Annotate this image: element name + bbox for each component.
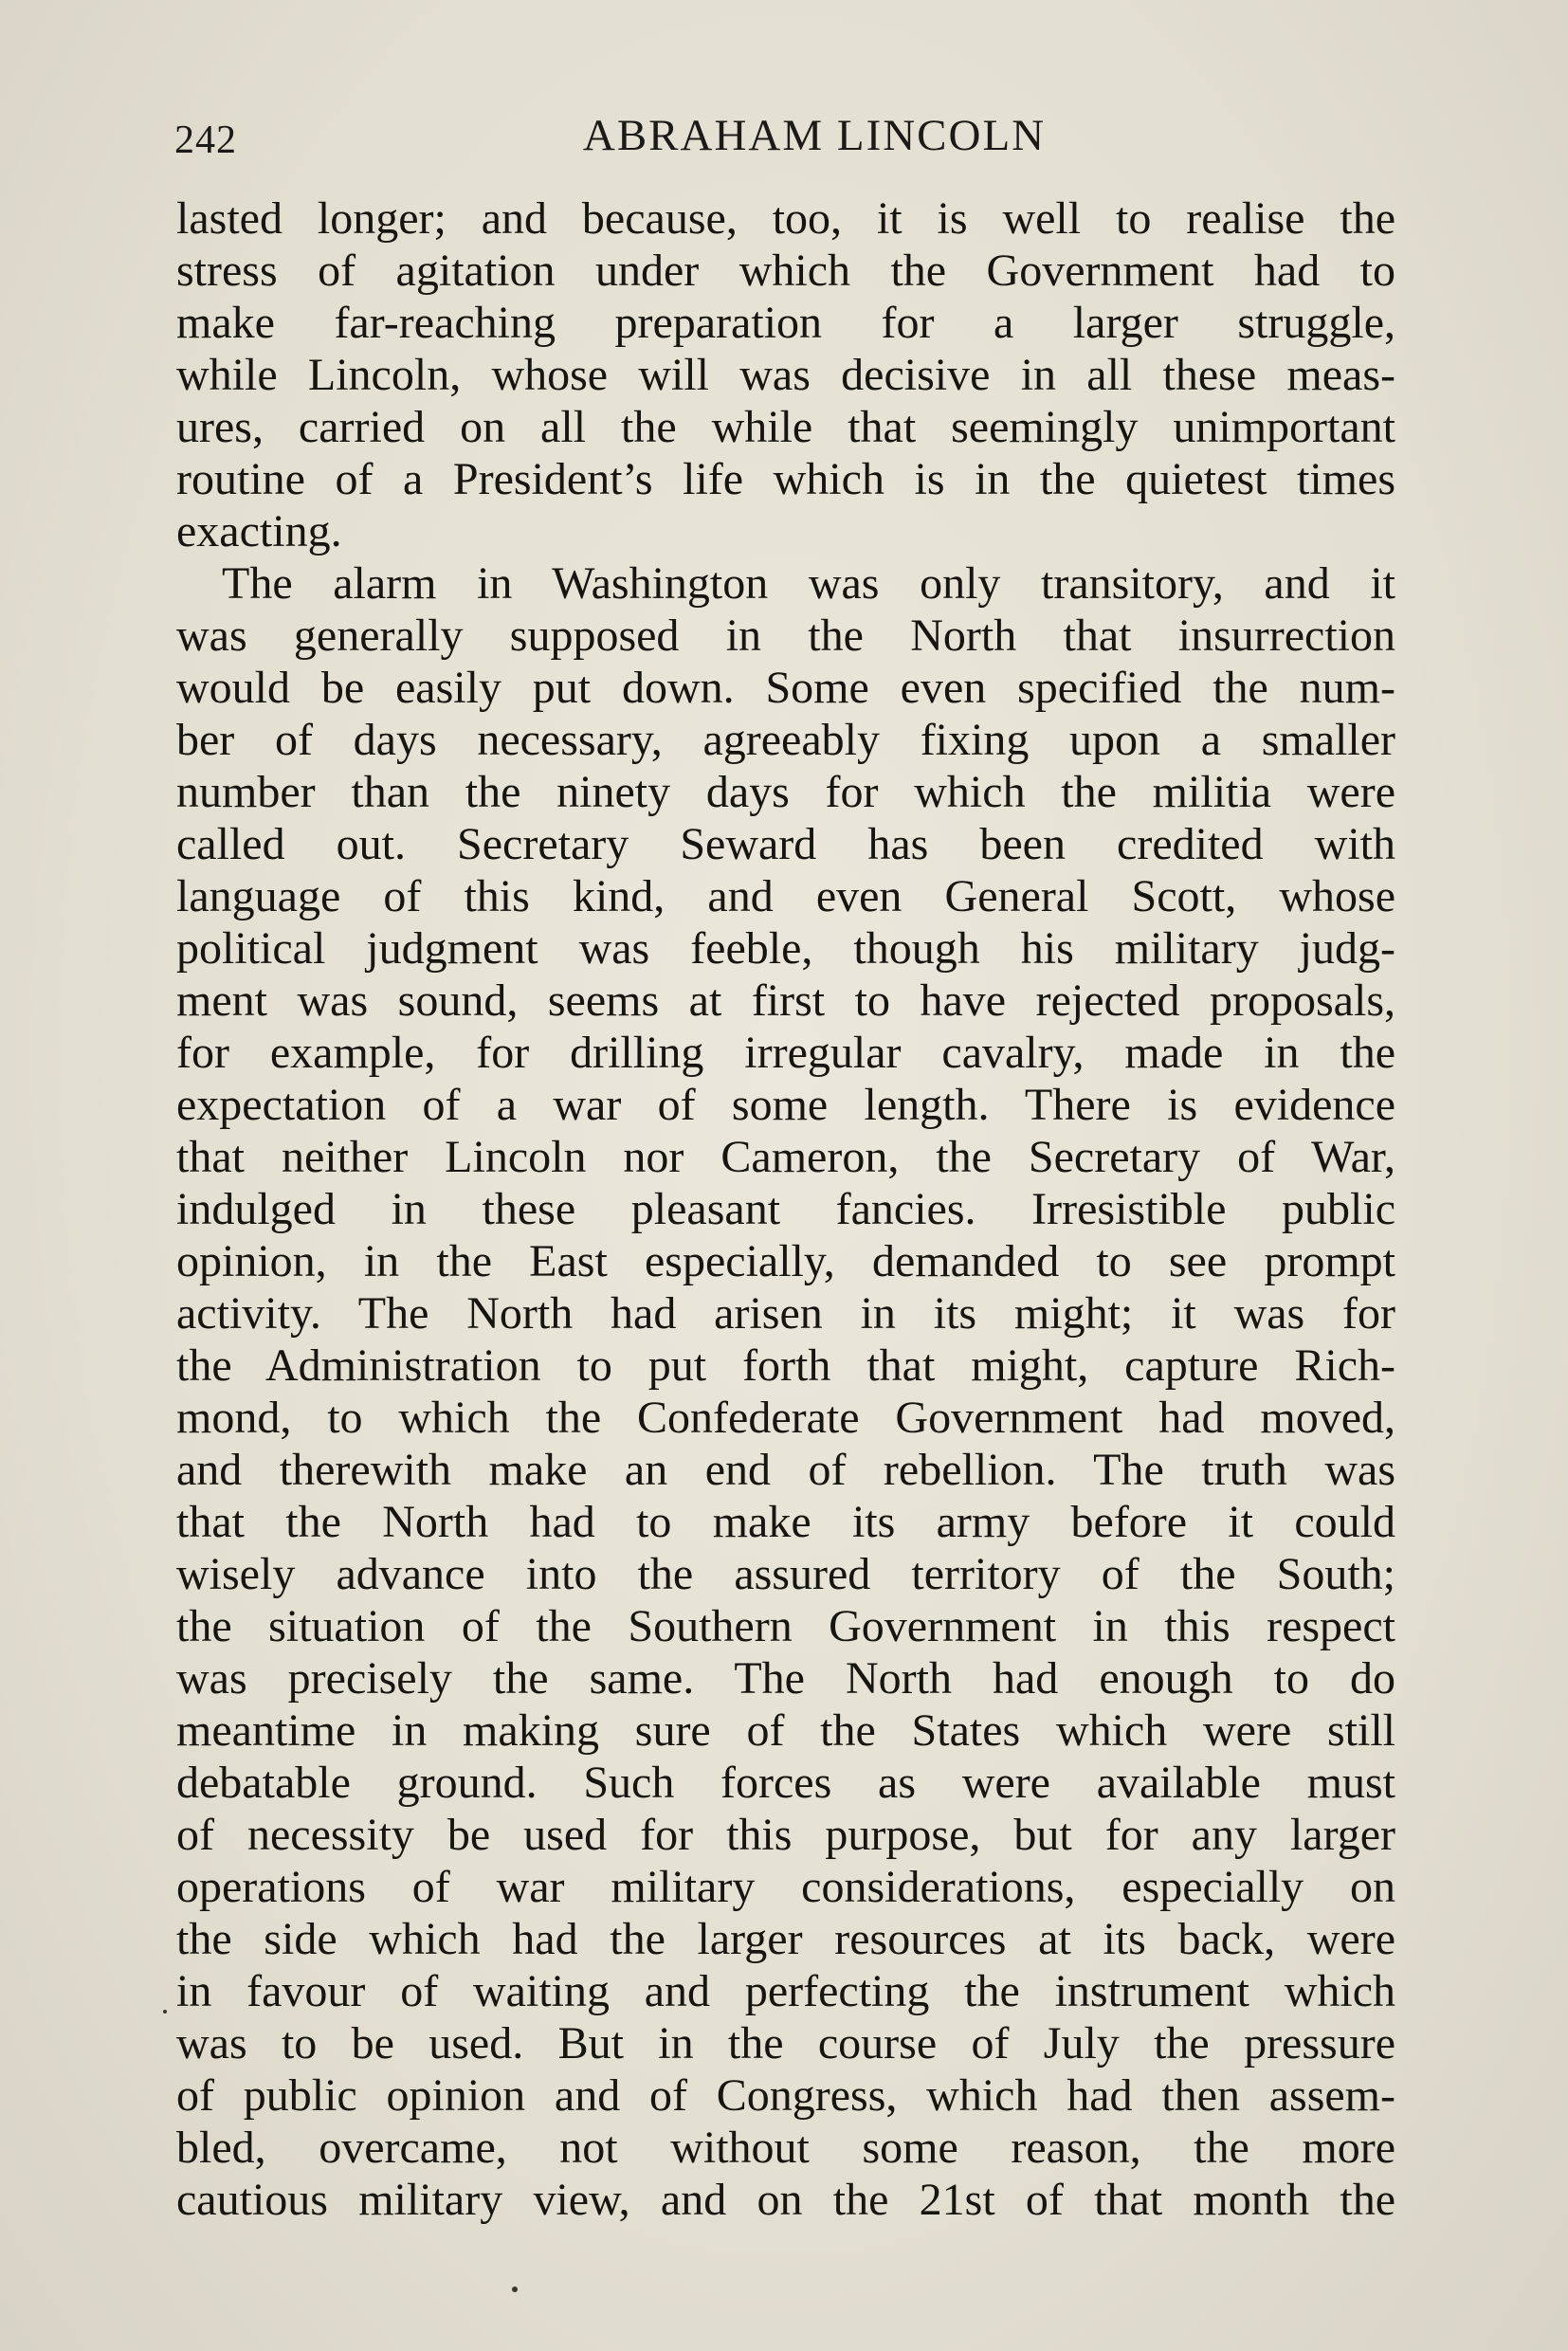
- paper-speck: [163, 2010, 167, 2014]
- text-line: that the North had to make its army before it could: [176, 1497, 1395, 1547]
- text-line: routine of a President’s life which is in the quietest times: [176, 454, 1395, 504]
- text-line: activity. The North had arisen in its might; it was for: [176, 1288, 1395, 1339]
- paper-speck: [512, 2287, 518, 2292]
- text-line: meantime in making sure of the States which were still: [176, 1705, 1395, 1756]
- text-line: would be easily put down. Some even specified the num-: [176, 663, 1395, 713]
- text-line: operations of war military considerations, especially on: [176, 1862, 1395, 1912]
- text-line: of public opinion and of Congress, which had then assem-: [176, 2070, 1395, 2121]
- text-line: the situation of the Southern Government in this respect: [176, 1601, 1395, 1651]
- running-title: ABRAHAM LINCOLN: [582, 111, 1047, 160]
- text-line: for example, for drilling irregular cavalry, made in the: [176, 1028, 1395, 1078]
- page-number: 242: [174, 118, 237, 162]
- text-line: debatable ground. Such forces as were available must: [176, 1758, 1395, 1808]
- text-line: ment was sound, seems at first to have rejected proposals,: [176, 975, 1395, 1026]
- text-line: wisely advance into the assured territory of the South;: [176, 1549, 1395, 1599]
- text-line: that neither Lincoln nor Cameron, the Secretary of War,: [176, 1132, 1395, 1182]
- paragraph-first-line: The alarm in Washington was only transitory, and it: [222, 558, 1395, 609]
- text-line: was generally supposed in the North that insurrection: [176, 611, 1395, 661]
- text-line: was precisely the same. The North had enough to do: [176, 1653, 1395, 1704]
- text-line: the side which had the larger resources at its back, were: [176, 1914, 1395, 1964]
- text-line: of necessity be used for this purpose, but for any larger: [176, 1810, 1395, 1860]
- text-line: ures, carried on all the while that seemingly unimportant: [176, 402, 1395, 452]
- text-line: cautious military view, and on the 21st of that month the: [176, 2175, 1395, 2225]
- text-line: political judgment was feeble, though his military judg-: [176, 923, 1395, 974]
- text-line: mond, to which the Confederate Government had moved,: [176, 1393, 1395, 1443]
- body-text: [176, 192, 1395, 2226]
- text-line: indulged in these pleasant fancies. Irresistible public: [176, 1184, 1395, 1234]
- text-line: and therewith make an end of rebellion. The truth was: [176, 1445, 1395, 1495]
- text-line: number than the ninety days for which the militia were: [176, 767, 1395, 817]
- text-line: called out. Secretary Seward has been credited with: [176, 819, 1395, 869]
- text-line: was to be used. But in the course of July the pressure: [176, 2018, 1395, 2069]
- text-line: bled, overcame, not without some reason, the more: [176, 2123, 1395, 2173]
- text-line: expectation of a war of some length. There is evidence: [176, 1080, 1395, 1130]
- text-line: lasted longer; and because, too, it is well to realise the: [176, 193, 1395, 244]
- text-line: exacting.: [176, 506, 342, 556]
- text-line: language of this kind, and even General Scott, whose: [176, 871, 1395, 921]
- text-line: ber of days necessary, agreeably fixing upon a smaller: [176, 715, 1395, 765]
- text-line: make far-reaching preparation for a larger struggle,: [176, 298, 1395, 348]
- text-line: while Lincoln, whose will was decisive in all these meas-: [176, 350, 1395, 400]
- text-line: stress of agitation under which the Government had to: [176, 246, 1395, 296]
- page-header: [174, 106, 1397, 173]
- text-line: opinion, in the East especially, demanded to see prompt: [176, 1236, 1395, 1286]
- text-line: the Administration to put forth that might, capture Rich-: [176, 1340, 1395, 1391]
- text-line: in favour of waiting and perfecting the instrument which: [176, 1966, 1395, 2016]
